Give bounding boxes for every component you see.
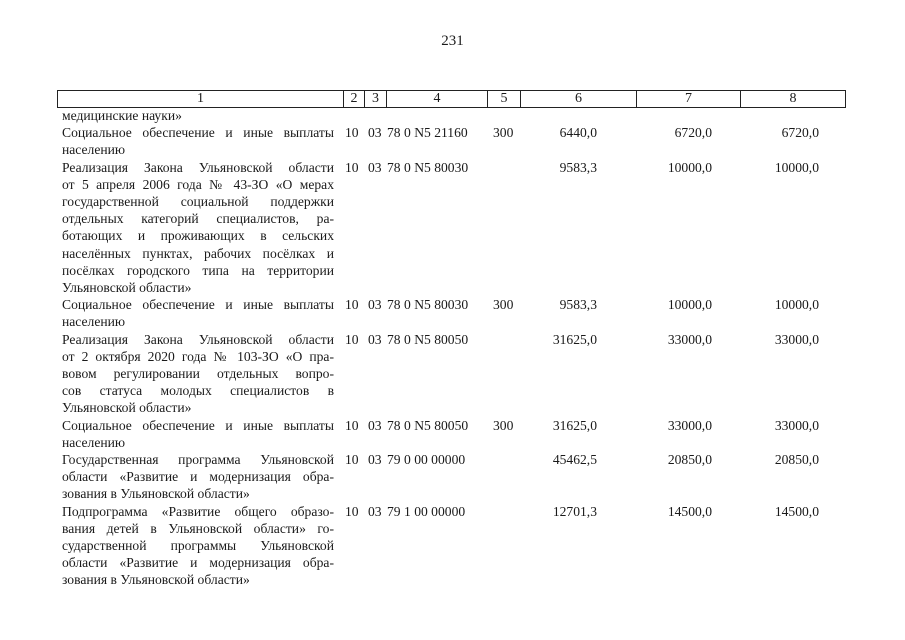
row-description	[62, 451, 334, 503]
amount-col-7: 33000,0	[667, 331, 712, 347]
amount-col-6: 9583,3	[559, 159, 597, 175]
target-article-code: 78 0 N5 21160	[387, 125, 468, 141]
description-line: государственной социальной поддержки	[62, 194, 334, 210]
section-code: 10	[345, 125, 359, 141]
description-line: ботающих и проживающих в сельских	[62, 228, 334, 244]
description-line: Социальное обеспечение и иные выплаты	[62, 417, 334, 433]
row-description	[62, 296, 334, 330]
amount-col-6: 31625,0	[552, 331, 597, 347]
description-line: Реализация Закона Ульяновской области	[62, 331, 334, 347]
description-line: от 5 апреля 2006 года № 43-ЗО «О мерах	[62, 176, 334, 192]
description-line: Государственная программа Ульяновской	[62, 452, 334, 468]
table-row	[62, 451, 852, 503]
section-code: 10	[345, 503, 359, 519]
description-line: вовом регулировании отдельных вопро-	[62, 366, 334, 382]
description-line: Социальное обеспечение и иные выплаты	[62, 125, 334, 141]
amount-col-8: 10000,0	[774, 159, 819, 175]
subsection-code: 03	[368, 503, 382, 519]
header-col-6: 6	[521, 91, 637, 107]
amount-col-8: 33000,0	[774, 417, 819, 433]
description-line: зования в Ульяновской области»	[62, 572, 250, 588]
subsection-code: 03	[368, 452, 382, 468]
row-description	[62, 503, 334, 589]
amount-col-6: 9583,3	[559, 297, 597, 313]
subsection-code: 03	[368, 159, 382, 175]
section-code: 10	[345, 159, 359, 175]
description-line: населению	[62, 434, 126, 450]
subsection-code: 03	[368, 331, 382, 347]
description-line: сов статуса молодых специалистов в	[62, 383, 334, 399]
amount-col-6: 6440,0	[559, 125, 597, 141]
row-description	[62, 417, 334, 451]
page-number: 231	[441, 33, 464, 49]
amount-col-6: 12701,3	[552, 503, 597, 519]
table-row	[62, 159, 852, 297]
amount-col-6: 31625,0	[552, 417, 597, 433]
target-article-code: 78 0 N5 80050	[387, 417, 469, 433]
amount-col-8: 20850,0	[774, 452, 819, 468]
subsection-code: 03	[368, 125, 382, 141]
header-col-3: 3	[365, 91, 387, 107]
amount-col-7: 10000,0	[667, 297, 712, 313]
description-line: области «Развитие и модернизация обра-	[62, 555, 334, 571]
description-line: населению	[62, 142, 126, 158]
description-line: населённых пунктах, рабочих посёлках и	[62, 245, 334, 261]
description-line: от 2 октября 2020 года № 103-ЗО «О пра-	[62, 348, 334, 364]
row-description	[62, 124, 334, 158]
row-description	[62, 331, 334, 417]
target-article-code: 78 0 N5 80050	[387, 331, 469, 347]
subsection-code: 03	[368, 297, 382, 313]
description-line: Подпрограмма «Развитие общего образо-	[62, 503, 334, 519]
section-code: 10	[345, 417, 359, 433]
description-line: медицинские науки»	[62, 108, 182, 123]
expense-type-code: 300	[493, 125, 514, 141]
table-row	[62, 107, 852, 124]
target-article-code: 79 1 00 00000	[387, 503, 466, 519]
description-line: населению	[62, 314, 126, 330]
table-row	[62, 296, 852, 330]
amount-col-8: 6720,0	[781, 125, 819, 141]
amount-col-8: 33000,0	[774, 331, 819, 347]
description-line: отдельных категорий специалистов, ра-	[62, 211, 334, 227]
header-col-4: 4	[387, 91, 488, 107]
amount-col-7: 6720,0	[674, 125, 712, 141]
header-col-1: 1	[58, 91, 344, 107]
description-line: области «Развитие и модернизация обра-	[62, 469, 334, 485]
table-row	[62, 503, 852, 589]
description-line: зования в Ульяновской области»	[62, 486, 250, 502]
amount-col-7: 14500,0	[667, 503, 712, 519]
expense-type-code: 300	[493, 417, 514, 433]
target-article-code: 78 0 N5 80030	[387, 159, 469, 175]
target-article-code: 79 0 00 00000	[387, 452, 466, 468]
header-col-5: 5	[488, 91, 521, 107]
row-description	[62, 107, 334, 124]
expense-type-code: 300	[493, 297, 514, 313]
header-col-8: 8	[789, 91, 797, 106]
section-code: 10	[345, 452, 359, 468]
subsection-code: 03	[368, 417, 382, 433]
description-line: посёлках городского типа на территории	[62, 262, 334, 278]
description-line: Реализация Закона Ульяновской области	[62, 159, 334, 175]
amount-col-7: 20850,0	[667, 452, 712, 468]
amount-col-7: 10000,0	[667, 159, 712, 175]
amount-col-6: 45462,5	[552, 452, 597, 468]
section-code: 10	[345, 331, 359, 347]
description-line: Социальное обеспечение и иные выплаты	[62, 297, 334, 313]
table-row	[62, 124, 852, 158]
amount-col-7: 33000,0	[667, 417, 712, 433]
section-code: 10	[345, 297, 359, 313]
description-line: сударственной программы Ульяновской	[62, 538, 334, 554]
target-article-code: 78 0 N5 80030	[387, 297, 469, 313]
row-description	[62, 159, 334, 297]
header-col-2: 2	[344, 91, 365, 107]
table-body	[62, 107, 852, 589]
description-line: вания детей в Ульяновской области» го-	[62, 520, 334, 536]
table-row	[62, 331, 852, 417]
amount-col-8: 10000,0	[774, 297, 819, 313]
header-col-7: 7	[637, 91, 741, 107]
description-line: Ульяновской области»	[62, 280, 192, 296]
description-line: Ульяновской области»	[62, 400, 192, 416]
table-header	[57, 90, 846, 108]
amount-col-8: 14500,0	[774, 503, 819, 519]
table-row	[62, 417, 852, 451]
